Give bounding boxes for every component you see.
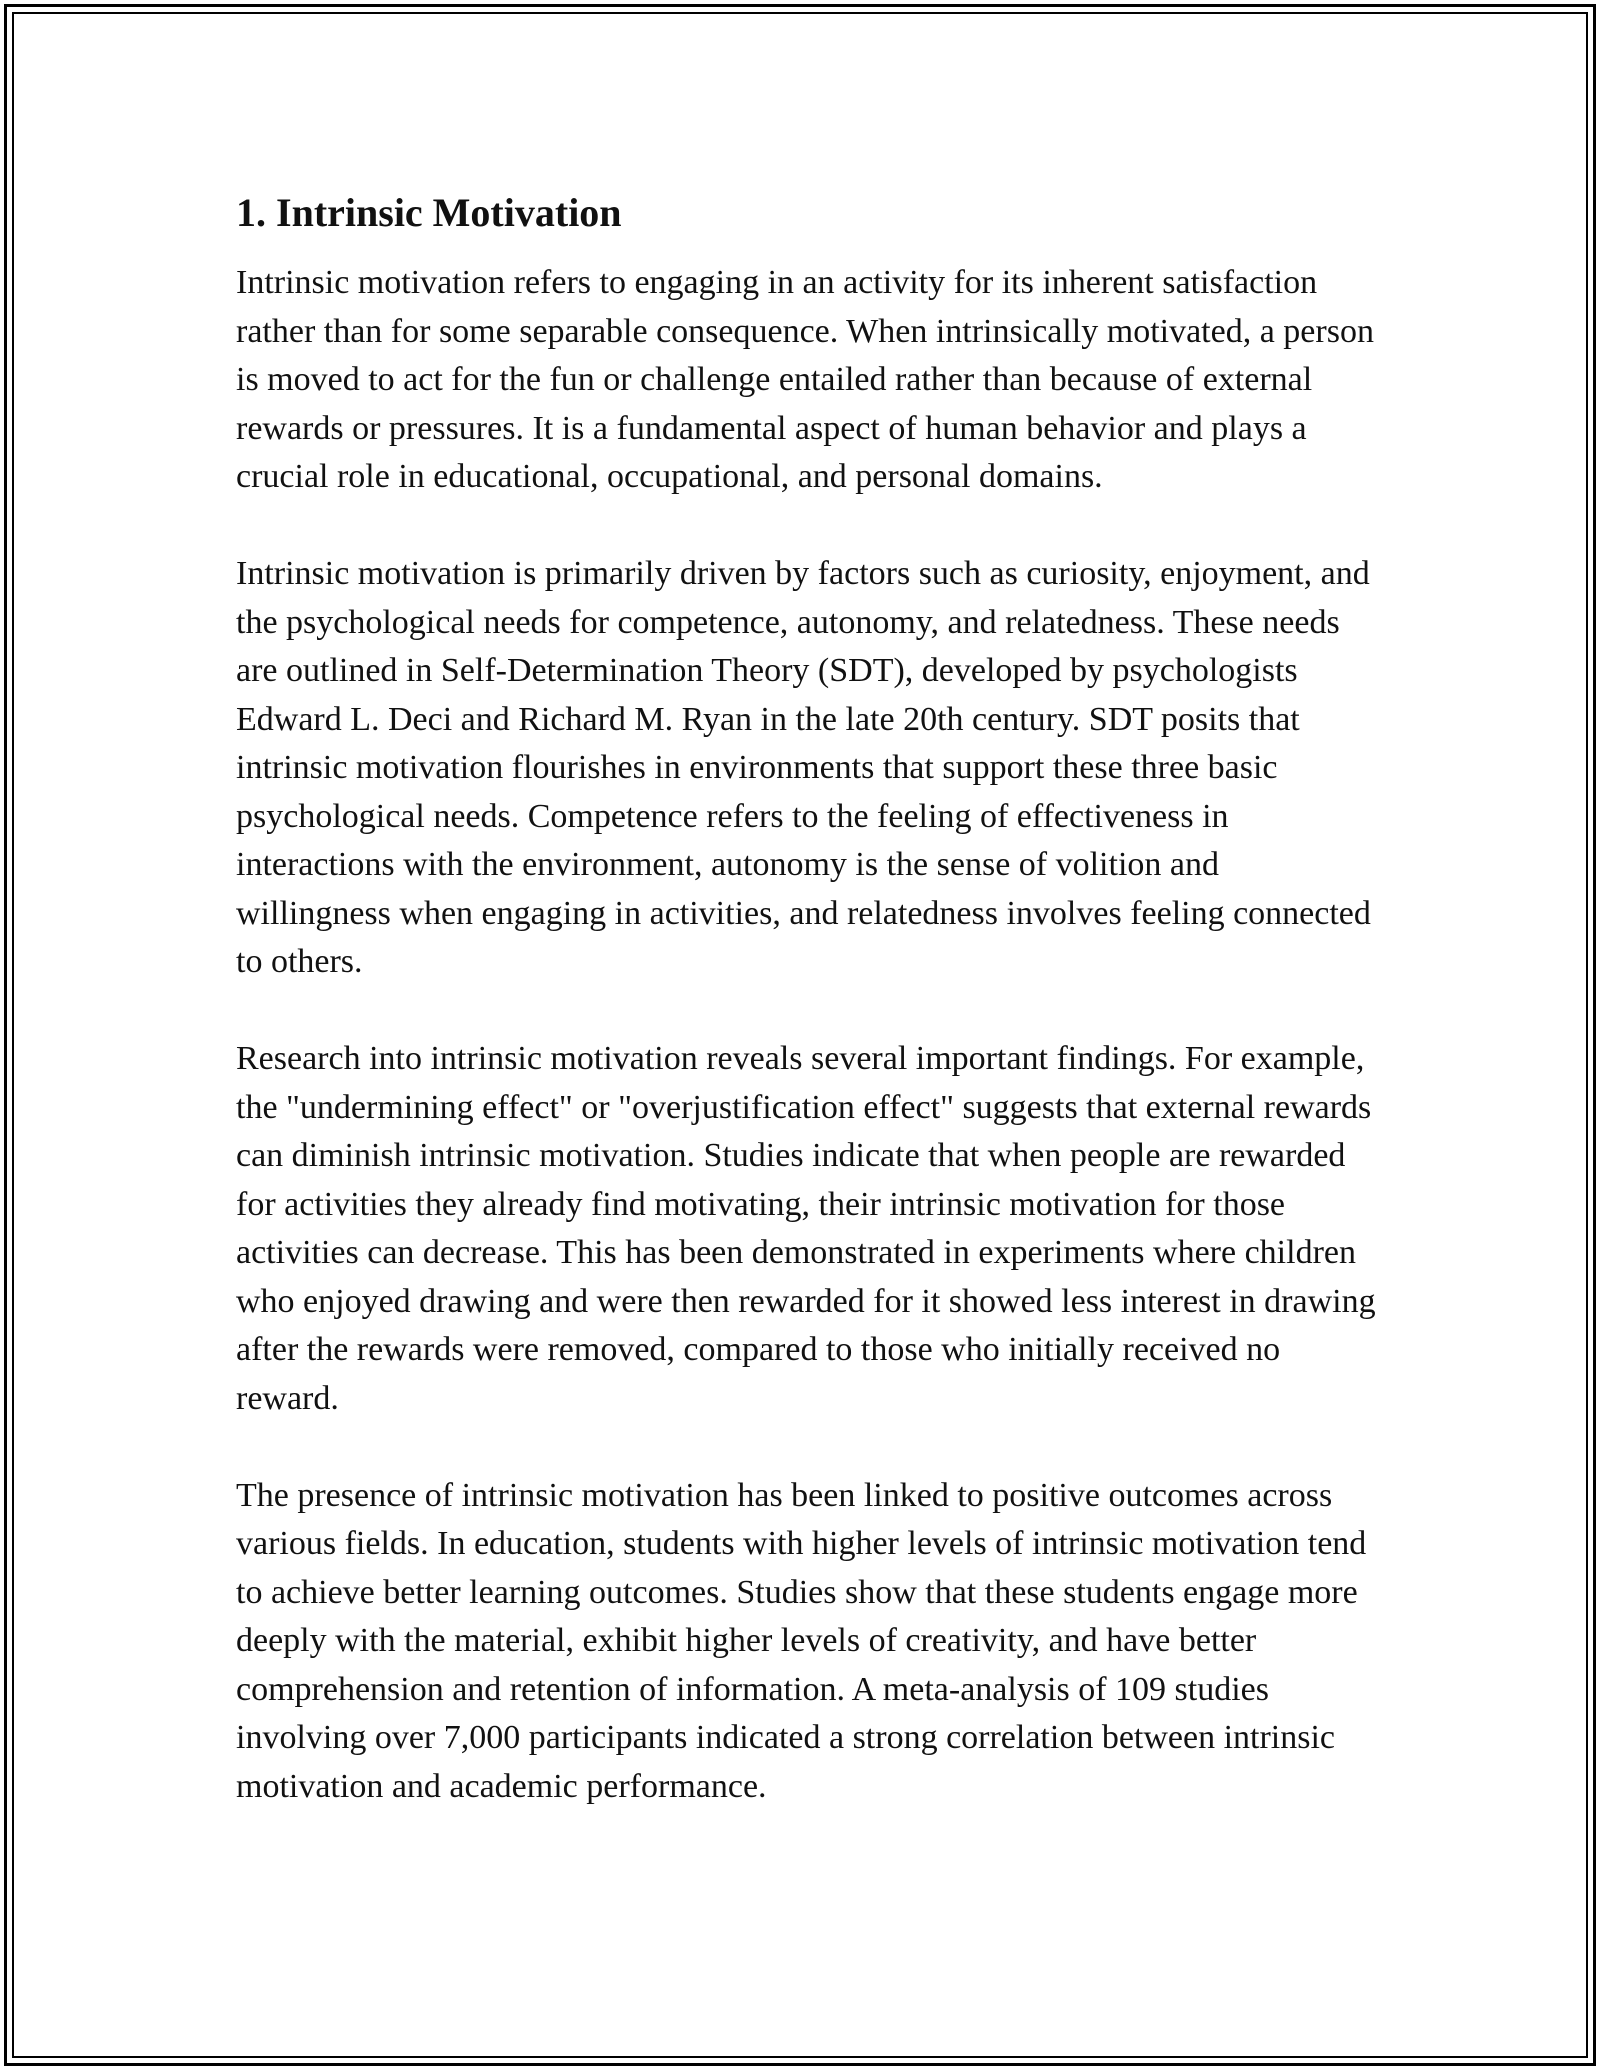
section-heading: 1. Intrinsic Motivation [236, 190, 622, 235]
paragraph-1: Intrinsic motivation refers to engaging in an activity for its inherent satisfaction rather than for some separable consequence. When intrinsically motivated, a person is moved to act for the fun or challenge entailed rather than because of external rewards or pressures. It is a fundamental aspect of human behavior and plays a crucial role in educational, occupational, and personal domains. [236, 264, 1374, 495]
paragraph-2: Intrinsic motivation is primarily driven by factors such as curiosity, enjoyment, and the psychological needs for competence, autonomy, and relatedness. These needs are outlined in Self-Determination Theory (SDT), developed by psychologists Edward L. Deci and Richard M. Ryan in the late 20th century. SDT posits that intrinsic motivation flourishes in environments that support these three basic psychological needs. Competence refers to the feeling of effectiveness in interactions with the environment, autonomy is the sense of volition and willingness when engaging in activities, and relatedness involves feeling connected to others. [236, 555, 1371, 980]
document-body [236, 185, 1376, 1860]
paragraph-4: The presence of intrinsic motivation has been linked to positive outcomes across various fields. In education, students with higher levels of intrinsic motivation tend to achieve better learning outcomes. Studies show that these students engage more deeply with the material, exhibit higher levels of creativity, and have better comprehension and retention of information. A meta-analysis of 109 studies involving over 7,000 participants indicated a strong correlation between intrinsic motivation and academic performance. [236, 1476, 1367, 1805]
paragraph-3: Research into intrinsic motivation reveals several important findings. For example, the "undermining effect" or "overjustification effect" suggests that external rewards can diminish intrinsic motivation. Studies indicate that when people are rewarded for activities they already find motivating, their intrinsic motivation for those activities can decrease. This has been demonstrated in experiments where children who enjoyed drawing and were then rewarded for it showed less interest in drawing after the rewards were removed, compared to those who initially received no reward. [236, 1040, 1376, 1417]
